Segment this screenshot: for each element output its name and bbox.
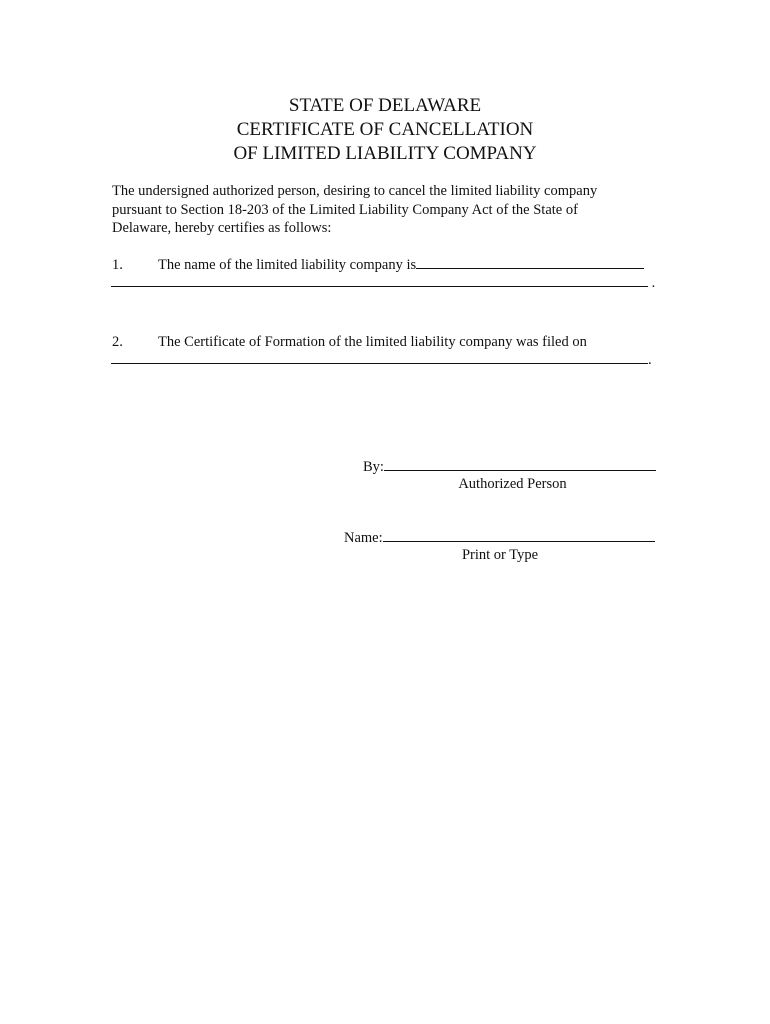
item-1-end-punct: . [651, 275, 656, 291]
document-title [0, 94, 770, 166]
printed-name-blank[interactable] [383, 529, 655, 542]
intro-paragraph [112, 182, 632, 238]
item-1-continuation [111, 274, 655, 292]
item-2-label: The Certificate of Formation of the limited liability company was filed on [158, 334, 587, 350]
item-2-end-punct: . [648, 352, 652, 368]
by-line [363, 458, 656, 476]
item-1-label: The name of the limited liability company is [158, 257, 417, 273]
company-name-blank-continued[interactable] [111, 274, 648, 287]
by-caption: Authorized Person [458, 476, 567, 492]
formation-date-blank[interactable] [111, 351, 648, 364]
name-label: Name: [344, 530, 383, 546]
title-line-3: OF LIMITED LIABILITY COMPANY [233, 143, 537, 164]
item-2-continuation [111, 351, 652, 369]
item-1-text [158, 256, 644, 274]
intro-line-3: Delaware, hereby certifies as follows: [112, 220, 332, 236]
company-name-blank[interactable] [416, 256, 644, 269]
intro-line-1: The undersigned authorized person, desiring to cancel the limited liability company [112, 183, 598, 199]
signature-blank[interactable] [384, 458, 656, 471]
name-caption: Print or Type [461, 547, 539, 563]
item-2-number: 2. [112, 334, 123, 350]
name-line [344, 529, 655, 547]
by-label: By: [363, 459, 384, 475]
item-1-number: 1. [112, 257, 123, 273]
intro-line-2: pursuant to Section 18-203 of the Limited Liability Company Act of the State of [112, 201, 578, 218]
title-line-1: STATE OF DELAWARE [288, 95, 482, 116]
title-line-2: CERTIFICATE OF CANCELLATION [236, 119, 534, 140]
